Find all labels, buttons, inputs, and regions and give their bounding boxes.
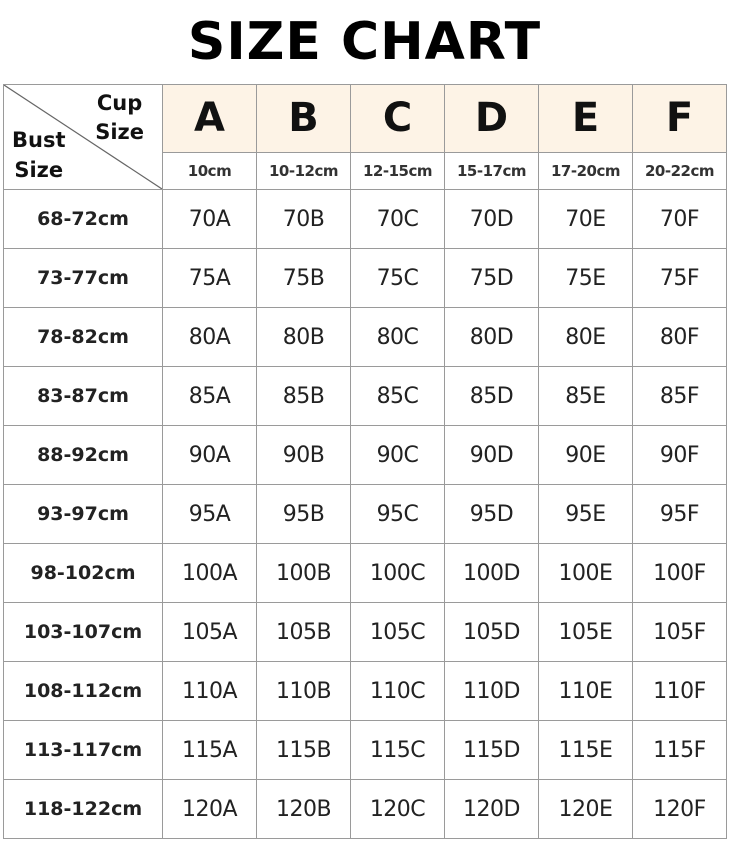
size-cell: 85D (445, 367, 539, 426)
bust-size-cell: 113-117cm (4, 721, 163, 780)
size-cell: 105B (257, 603, 351, 662)
size-cell: 115E (539, 721, 633, 780)
size-cell: 120C (351, 780, 445, 839)
size-cell: 100F (633, 544, 727, 603)
cup-range-header: 17-20cm (539, 152, 633, 189)
size-cell: 110F (633, 662, 727, 721)
bust-size-label (12, 125, 66, 185)
size-cell: 110D (445, 662, 539, 721)
table-row (4, 249, 727, 308)
size-cell: 80A (163, 308, 257, 367)
cup-range-header: 15-17cm (445, 152, 539, 189)
size-cell: 105F (633, 603, 727, 662)
cup-letter-header: D (445, 85, 539, 153)
size-cell: 85E (539, 367, 633, 426)
size-cell: 70D (445, 190, 539, 249)
size-chart-table (3, 84, 727, 839)
size-cell: 120D (445, 780, 539, 839)
size-cell: 75B (257, 249, 351, 308)
corner-header (4, 85, 163, 190)
cup-range-header: 10cm (163, 152, 257, 189)
size-cell: 80F (633, 308, 727, 367)
size-cell: 90B (257, 426, 351, 485)
size-cell: 105E (539, 603, 633, 662)
size-cell: 95F (633, 485, 727, 544)
size-cell: 90D (445, 426, 539, 485)
size-cell: 80B (257, 308, 351, 367)
size-cell: 95C (351, 485, 445, 544)
size-cell: 70A (163, 190, 257, 249)
size-cell: 120B (257, 780, 351, 839)
size-cell: 120E (539, 780, 633, 839)
size-cell: 100B (257, 544, 351, 603)
size-cell: 70E (539, 190, 633, 249)
cup-letter-row (4, 85, 727, 153)
table-row (4, 603, 727, 662)
table-row (4, 190, 727, 249)
cup-label-line-1: Cup (96, 91, 143, 115)
size-cell: 75A (163, 249, 257, 308)
size-cell: 115D (445, 721, 539, 780)
size-cell: 110A (163, 662, 257, 721)
size-cell: 85A (163, 367, 257, 426)
bust-size-cell: 103-107cm (4, 603, 163, 662)
bust-size-cell: 108-112cm (4, 662, 163, 721)
size-cell: 85B (257, 367, 351, 426)
bust-label-line-1: Bust (12, 128, 66, 152)
size-cell: 105C (351, 603, 445, 662)
bust-size-cell: 73-77cm (4, 249, 163, 308)
cup-letter-header: C (351, 85, 445, 153)
size-cell: 110C (351, 662, 445, 721)
size-cell: 90C (351, 426, 445, 485)
size-cell: 110E (539, 662, 633, 721)
cup-letter-header: E (539, 85, 633, 153)
size-cell: 70F (633, 190, 727, 249)
size-cell: 85C (351, 367, 445, 426)
size-cell: 100E (539, 544, 633, 603)
size-cell: 75D (445, 249, 539, 308)
table-row (4, 662, 727, 721)
size-cell: 95D (445, 485, 539, 544)
table-row (4, 426, 727, 485)
bust-size-cell: 93-97cm (4, 485, 163, 544)
size-cell: 115A (163, 721, 257, 780)
size-cell: 115B (257, 721, 351, 780)
size-cell: 100C (351, 544, 445, 603)
cup-letter-header: A (163, 85, 257, 153)
size-cell: 110B (257, 662, 351, 721)
size-cell: 105A (163, 603, 257, 662)
table-row (4, 721, 727, 780)
size-cell: 120A (163, 780, 257, 839)
table-row (4, 367, 727, 426)
bust-size-cell: 118-122cm (4, 780, 163, 839)
size-cell: 90A (163, 426, 257, 485)
size-cell: 90E (539, 426, 633, 485)
size-cell: 75F (633, 249, 727, 308)
size-cell: 115C (351, 721, 445, 780)
size-cell: 120F (633, 780, 727, 839)
size-cell: 70C (351, 190, 445, 249)
size-cell: 80D (445, 308, 539, 367)
table-row (4, 308, 727, 367)
size-cell: 95B (257, 485, 351, 544)
cup-letter-header: B (257, 85, 351, 153)
table-row (4, 544, 727, 603)
size-cell: 100A (163, 544, 257, 603)
bust-size-cell: 68-72cm (4, 190, 163, 249)
size-cell: 80C (351, 308, 445, 367)
size-cell: 100D (445, 544, 539, 603)
cup-range-header: 10-12cm (257, 152, 351, 189)
table-row (4, 485, 727, 544)
size-cell: 75E (539, 249, 633, 308)
cup-range-header: 12-15cm (351, 152, 445, 189)
size-cell: 75C (351, 249, 445, 308)
size-cell: 90F (633, 426, 727, 485)
bust-size-cell: 98-102cm (4, 544, 163, 603)
table-row (4, 780, 727, 839)
size-cell: 95A (163, 485, 257, 544)
cup-range-header: 20-22cm (633, 152, 727, 189)
bust-size-cell: 78-82cm (4, 308, 163, 367)
size-cell: 105D (445, 603, 539, 662)
bust-size-cell: 88-92cm (4, 426, 163, 485)
size-cell: 70B (257, 190, 351, 249)
cup-letter-header: F (633, 85, 727, 153)
size-cell: 85F (633, 367, 727, 426)
bust-label-line-2: Size (14, 158, 64, 182)
size-cell: 95E (539, 485, 633, 544)
bust-size-cell: 83-87cm (4, 367, 163, 426)
size-cell: 80E (539, 308, 633, 367)
size-chart-body (4, 190, 727, 839)
page-title: SIZE CHART (187, 12, 542, 72)
size-cell: 115F (633, 721, 727, 780)
cup-label-line-2: Size (95, 120, 144, 144)
cup-size-label (95, 89, 144, 147)
